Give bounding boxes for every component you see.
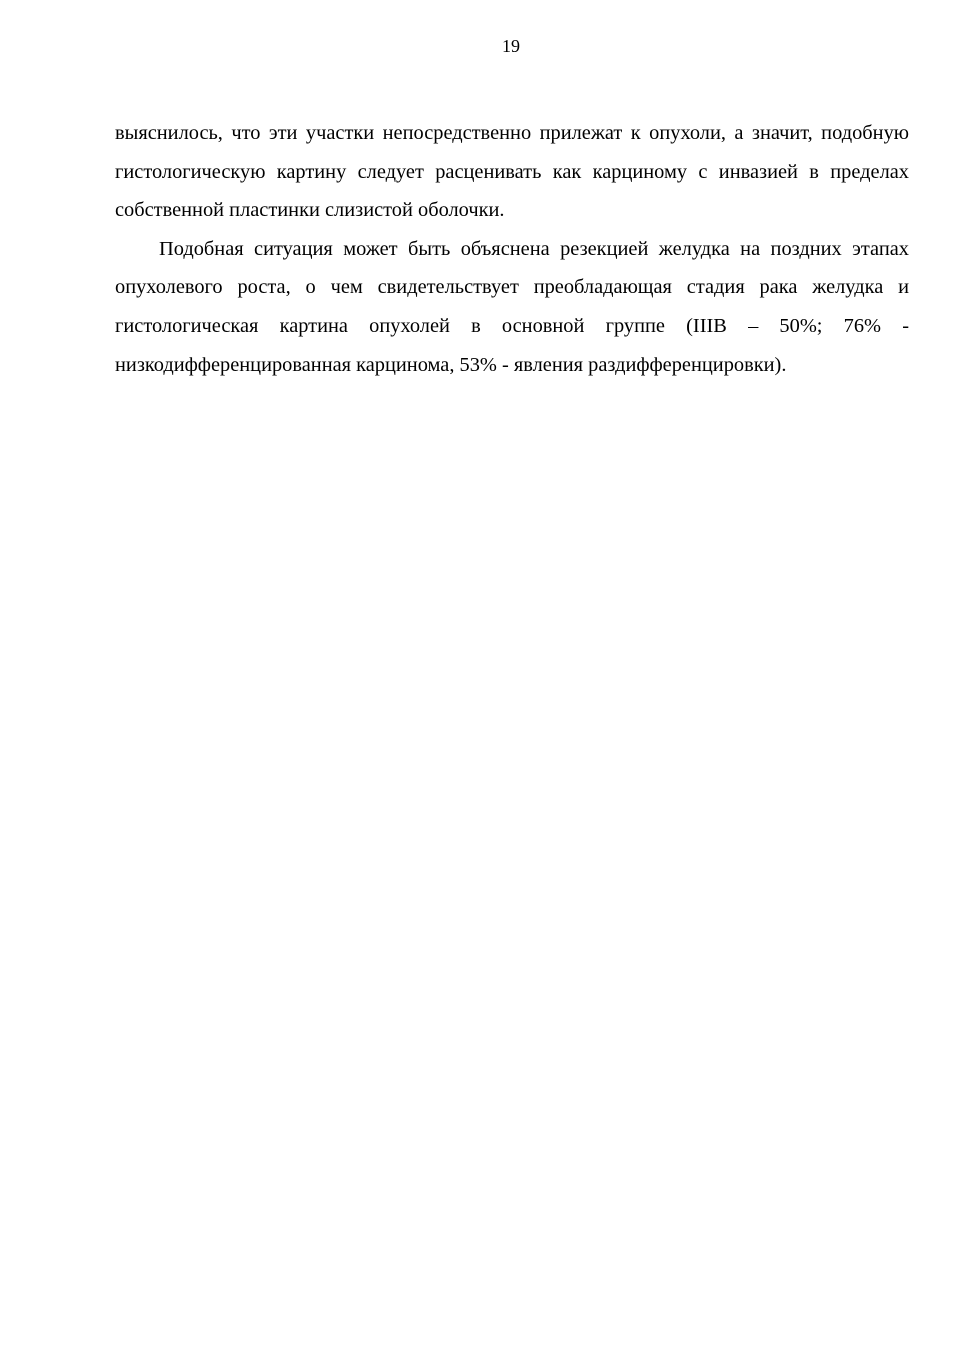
body-text [115,114,909,384]
page-number: 19 [502,36,520,56]
paragraph-continuation: выяснилось, что эти участки непосредственно прилежат к опухоли, а значит, подобную гистологическую картину следует расценивать как карциному с инвазией в пределах собственной пластинки слизистой оболочки. [115,122,909,222]
paragraph: Подобная ситуация может быть объяснена резекцией желудка на поздних этапах опухолевого роста, о чем свидетельствует преобладающая стадия рака желудка и гистологическая картина опухолей в основной группе (IIIB – 50%; 76% - низкодифференцированная карцинома, 53% - явления раздифференцировки). [115,237,909,376]
